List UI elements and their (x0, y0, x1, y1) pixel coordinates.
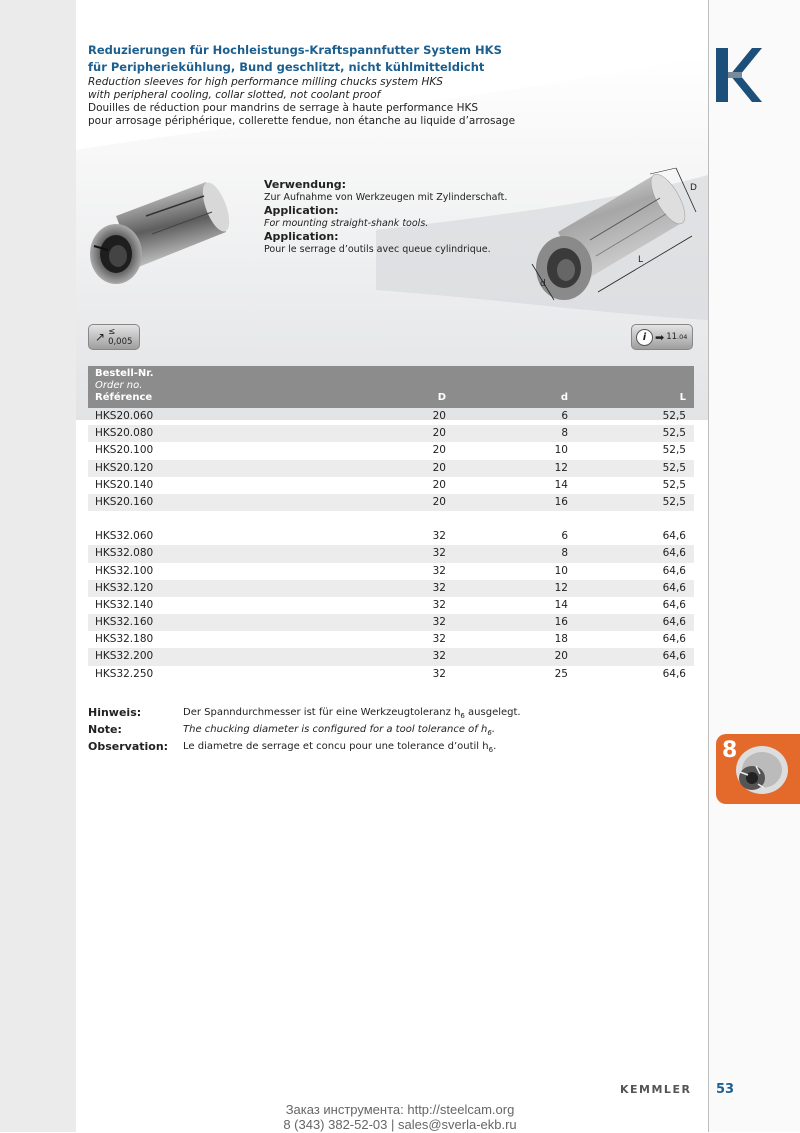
cell-D: 20 (432, 495, 446, 508)
header-col-L: L (679, 392, 686, 403)
runout-value: ≤ 0,005 (108, 327, 133, 347)
cell-order-number: HKS32.250 (95, 667, 154, 680)
cell-order-number: HKS32.180 (95, 633, 154, 646)
info-ref-sub: .04 (677, 333, 688, 341)
usage-heading-german: Verwendung: (264, 178, 347, 191)
cell-order-number: HKS20.140 (95, 478, 154, 491)
cell-order-number: HKS32.200 (95, 650, 154, 663)
cell-order-number: HKS32.080 (95, 547, 154, 560)
cell-d: 16 (554, 616, 568, 629)
table-row (88, 666, 694, 683)
usage-heading-french: Application: (264, 230, 339, 243)
note-tail-german: ausgelegt. (464, 707, 521, 718)
cell-order-number: HKS32.100 (95, 564, 154, 577)
cell-d: 12 (554, 581, 568, 594)
cell-L: 64,6 (662, 547, 686, 560)
title-english-line1: Reduction sleeves for high performance milling chucks system HKS (88, 76, 443, 88)
usage-text-english: For mounting straight-shank tools. (264, 218, 429, 229)
cell-L: 64,6 (662, 581, 686, 594)
cell-order-number: HKS20.100 (95, 444, 154, 457)
table-row (88, 477, 694, 494)
cell-D: 32 (432, 581, 446, 594)
table-row (88, 425, 694, 442)
cell-D: 20 (432, 444, 446, 457)
cell-D: 20 (432, 478, 446, 491)
table-row (88, 614, 694, 631)
table-row (88, 597, 694, 614)
table-row (88, 442, 694, 459)
cell-D: 32 (432, 547, 446, 560)
note-text-german: Der Spanndurchmesser ist für eine Werkzeugtoleranz h (183, 707, 461, 718)
dim-label-D: D (690, 183, 697, 193)
cell-order-number: HKS32.160 (95, 616, 154, 629)
page-titles (88, 42, 698, 128)
note-sub-german: 6 (460, 712, 465, 720)
table-header (88, 366, 694, 408)
reduction-sleeve-photo (86, 176, 246, 286)
dim-label-L: L (638, 255, 644, 265)
phone-email-line: 8 (343) 382-52-03 | sales@sverla-ekb.ru (283, 1117, 517, 1132)
cell-D: 32 (432, 650, 446, 663)
header-col-d: d (560, 392, 568, 403)
table-row (88, 494, 694, 511)
runout-arrow-icon: ↗ (95, 330, 106, 344)
runout-badge (88, 324, 140, 350)
order-table (88, 366, 694, 683)
table-group-gap (88, 511, 694, 528)
cell-D: 32 (432, 633, 446, 646)
right-margin-band (708, 0, 800, 1132)
note-tail-english: . (491, 724, 495, 735)
cell-d: 14 (554, 478, 568, 491)
collet-thumbnail-icon (728, 742, 788, 798)
info-icon: i (636, 329, 653, 346)
cell-L: 52,5 (662, 427, 686, 440)
table-row (88, 580, 694, 597)
cell-L: 52,5 (662, 495, 686, 508)
header-order-en: Order no. (95, 380, 143, 391)
cell-L: 52,5 (662, 478, 686, 491)
cell-d: 10 (554, 444, 568, 457)
cell-d: 16 (554, 495, 568, 508)
table-group-hks32 (88, 528, 694, 683)
cell-order-number: HKS20.160 (95, 495, 154, 508)
note-sub-french: 6 (488, 746, 494, 754)
dim-label-d: d (540, 279, 546, 289)
title-french-line1: Douilles de réduction pour mandrins de serrage à haute performance HKS (88, 102, 479, 114)
cell-D: 32 (432, 564, 446, 577)
cell-D: 32 (432, 530, 446, 543)
cell-L: 64,6 (662, 650, 686, 663)
table-row (88, 545, 694, 562)
usage-heading-english: Application: (264, 204, 339, 217)
cell-L: 64,6 (662, 667, 686, 680)
order-contact-line: Заказ инструмента: http://steelcam.org (285, 1102, 515, 1117)
header-order-fr: Référence (95, 392, 153, 403)
usage-section (264, 178, 544, 256)
cell-d: 20 (554, 650, 568, 663)
cell-d: 8 (561, 547, 568, 560)
cell-D: 20 (432, 410, 446, 422)
cell-d: 12 (554, 461, 568, 474)
note-text-english: The chucking diameter is configured for a tool tolerance of h (183, 724, 488, 735)
table-row (88, 631, 694, 648)
header-order-de: Bestell-Nr. (95, 368, 154, 379)
cell-order-number: HKS32.060 (95, 530, 154, 543)
table-group-hks20 (88, 408, 694, 511)
cell-D: 20 (432, 427, 446, 440)
cell-d: 8 (561, 427, 568, 440)
cell-L: 64,6 (662, 616, 686, 629)
brand-name: KEMMLER (620, 1083, 692, 1096)
cell-D: 32 (432, 667, 446, 680)
cell-L: 64,6 (662, 633, 686, 646)
note-text-french: Le diametre de serrage et concu pour une tolerance d’outil h (183, 741, 489, 752)
note-label-german: Hinweis: (88, 706, 142, 719)
note-label-english: Note: (88, 723, 122, 736)
usage-text-french: Pour le serrage d’outils avec queue cylindrique. (264, 244, 491, 255)
title-german-line1: Reduzierungen für Hochleistungs-Kraftspannfutter System HKS (88, 43, 502, 57)
chapter-number: 8 (722, 738, 738, 763)
note-french (88, 740, 688, 757)
usage-text-german: Zur Aufnahme von Werkzeugen mit Zylinderschaft. (264, 192, 508, 203)
info-reference-badge (631, 324, 693, 350)
cell-L: 64,6 (662, 530, 686, 543)
arrow-right-icon: ➡ (655, 330, 665, 344)
cell-d: 18 (554, 633, 568, 646)
left-margin-band (0, 0, 76, 1132)
cell-order-number: HKS32.120 (95, 581, 154, 594)
page-number: 53 (716, 1082, 735, 1097)
cell-L: 52,5 (662, 444, 686, 457)
cell-order-number: HKS20.080 (95, 427, 154, 440)
cell-D: 32 (432, 598, 446, 611)
title-english-line2: with peripheral cooling, collar slotted, not coolant proof (88, 89, 381, 101)
cell-L: 64,6 (662, 564, 686, 577)
cell-D: 20 (432, 461, 446, 474)
cell-d: 14 (554, 598, 568, 611)
cell-D: 32 (432, 616, 446, 629)
table-row (88, 563, 694, 580)
note-label-french: Observation: (88, 740, 169, 753)
title-french-line2: pour arrosage périphérique, collerette fendue, non étanche au liquide d’arrosage (88, 115, 516, 127)
table-row (88, 528, 694, 545)
header-col-D: D (437, 392, 446, 403)
cell-d: 25 (554, 667, 568, 680)
cell-order-number: HKS20.060 (95, 410, 154, 422)
table-row (88, 460, 694, 477)
note-tail-french: . (493, 741, 497, 752)
dimension-drawing (520, 160, 700, 310)
note-english (88, 723, 688, 740)
cell-order-number: HKS32.140 (95, 598, 154, 611)
table-row (88, 408, 694, 425)
title-german-line2: für Peripheriekühlung, Bund geschlitzt, nicht kühlmitteldicht (88, 60, 485, 74)
note-german (88, 706, 688, 723)
cell-d: 6 (561, 530, 568, 543)
kemmler-k-logo (716, 48, 762, 102)
table-row (88, 648, 694, 665)
notes-section (88, 706, 688, 757)
cell-L: 64,6 (662, 598, 686, 611)
note-sub-english: 6 (487, 729, 492, 737)
cell-L: 52,5 (662, 461, 686, 474)
cell-order-number: HKS20.120 (95, 461, 154, 474)
cell-L: 52,5 (662, 410, 686, 422)
cell-d: 10 (554, 564, 568, 577)
info-ref-main: 11 (666, 332, 678, 342)
cell-d: 6 (561, 410, 568, 422)
